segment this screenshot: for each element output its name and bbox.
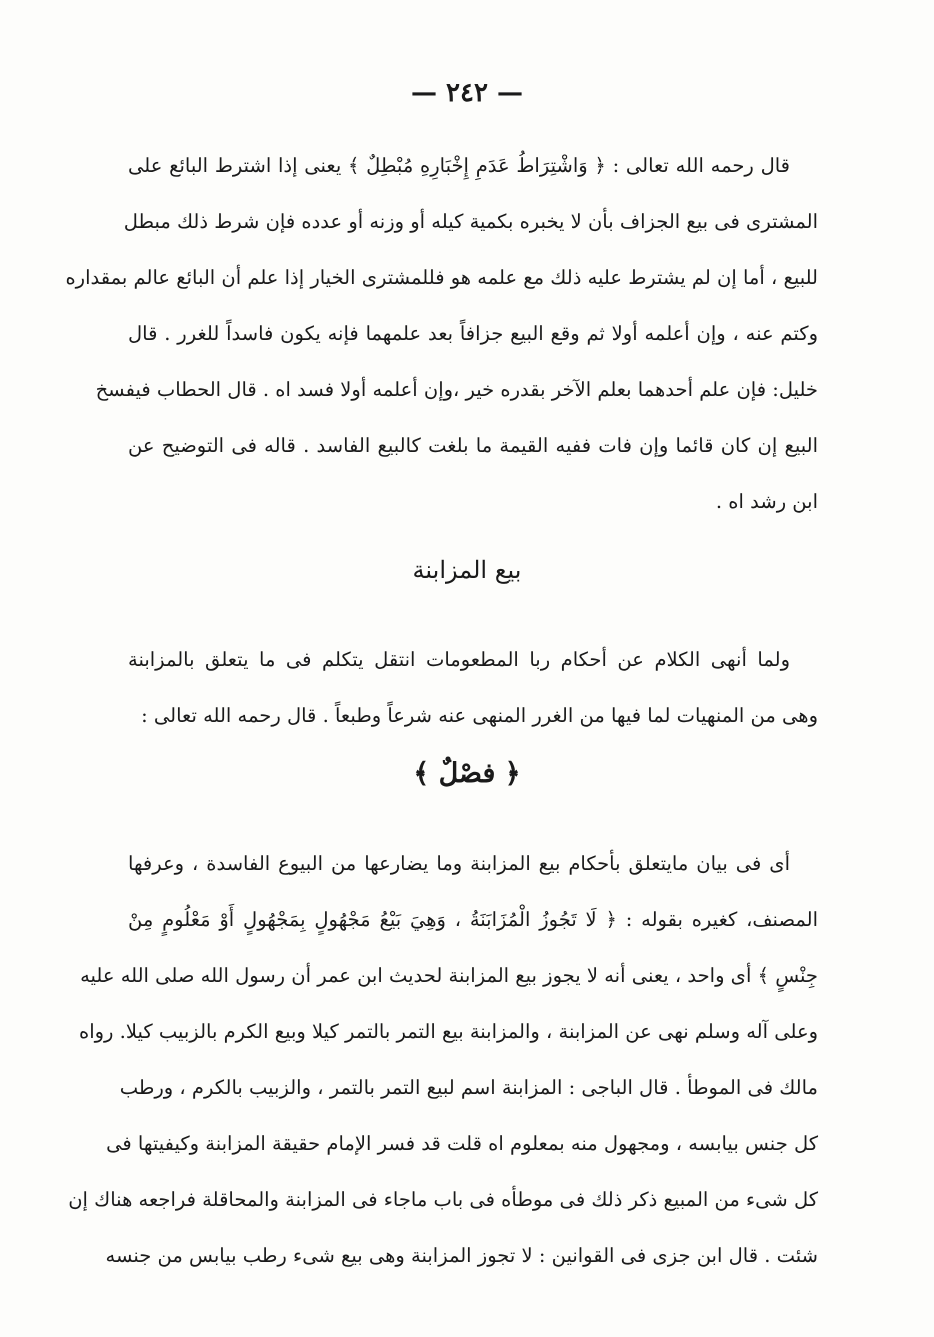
text-line: جِنْسٍ ﴾ أى واحد ، يعنى أنه لا يجوز بيع المزابنة لحديث ابن عمر أن رسول الله صلى الله عليه [80, 964, 818, 987]
paragraph-intro-muzabana [128, 632, 818, 744]
text-line: ولما أنهى الكلام عن أحكام ربا المطعومات انتقل يتكلم فى ما يتعلق بالمزابنة [128, 648, 790, 671]
paragraph-muzabana-definition [68, 836, 818, 1284]
text-line: المشترى فى بيع الجزاف بأن لا يخبره بكمية كيله أو وزنه أو عدده فإن شرط ذلك مبطل [123, 210, 818, 233]
text-line: ابن رشد اه . [715, 490, 818, 513]
text-line: شئت . قال ابن جزى فى القوانين : لا تجوز المزابنة وهى بيع شىء رطب بيابس من جنسه [105, 1244, 818, 1267]
text-line: قال رحمه الله تعالى : ﴿ وَاشْتِرَاطُ عَدَمِ إِخْبَارِهِ مُبْطِلٌ ﴾ يعنى إذا اشترط البائع على [128, 154, 790, 177]
fasl-heading: ﴿ فصْلٌ ﴾ [413, 758, 521, 789]
text-line: خليل: فإن علم أحدهما بعلم الآخر بقدره خير ،وإن أعلمه أولا فسد اه . قال الحطاب فيفسخ [95, 378, 818, 401]
text-line: المصنف، كغيره بقوله : ﴿ لَا تَجُوزُ الْمُزَابَنَةُ ، وَهِيَ بَيْعُ مَجْهُولٍ بِمَجْهُولٍ أَوْ مَعْلُومٍ مِنْ [128, 908, 818, 931]
text-line: للبيع ، أما إن لم يشترط عليه ذلك مع علمه هو فللمشترى الخيار إذا علم أن البائع عالم بمقداره [65, 266, 818, 289]
section-heading: بيع المزابنة [412, 556, 522, 584]
text-line: أى فى بيان مايتعلق بأحكام بيع المزابنة وما يضارعها من البيوع الفاسدة ، وعرفها [128, 852, 790, 875]
text-line: البيع إن كان قائما وإن فات ففيه القيمة ما بلغت كالبيع الفاسد . قاله فى التوضيح عن [128, 434, 818, 457]
text-line: وهى من المنهيات لما فيها من الغرر المنهى عنه شرعاً وطبعاً . قال رحمه الله تعالى : [141, 704, 818, 727]
text-line: وعلى آله وسلم نهى عن المزابنة ، والمزابنة بيع التمر بالتمر كيلا وبيع الكرم بالزبيب كيلا. رواه [78, 1020, 818, 1043]
text-line: كل جنس بيابسه ، ومجهول منه بمعلوم اه قلت قد فسر الإمام حقيقة المزابنة وكيفيتها فى [106, 1132, 818, 1155]
page-number: — ٢٤٢ — [410, 78, 524, 108]
text-line: وكتم عنه ، وإن أعلمه أولا ثم وقع البيع جزافاً بعد علمهما فإنه يكون فاسداً للغرر . قال [128, 322, 818, 345]
text-line: مالك فى الموطأ . قال الباجى : المزابنة اسم لبيع التمر بالتمر ، والزبيب بالكرم ، ورطب [119, 1076, 818, 1099]
paragraph-wajib-ikhbar [65, 138, 818, 530]
text-line: كل شىء من المبيع ذكر ذلك فى موطأه فى باب ماجاء فى المزابنة والمحاقلة فراجعه هناك إن [68, 1188, 818, 1211]
